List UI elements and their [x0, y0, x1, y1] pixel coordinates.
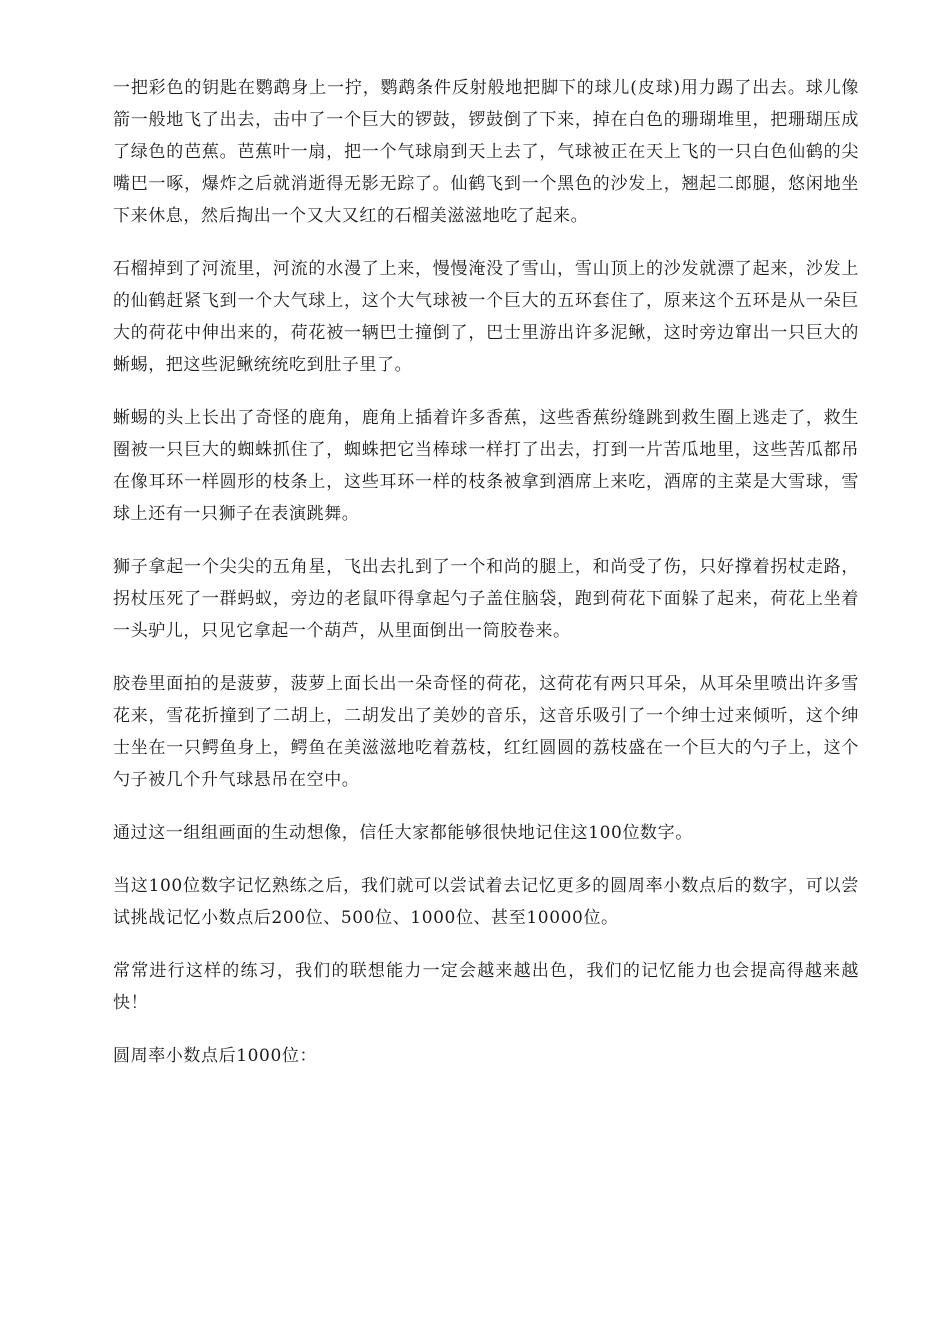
paragraph-2: 石榴掉到了河流里，河流的水漫了上来，慢慢淹没了雪山，雪山顶上的沙发就漂了起来，沙发上的仙鹤赶紧飞到一个大气球上，这个大气球被一个巨大的五环套住了，原来这个五环是从一朵巨大的荷花中伸出来的，荷花被一辆巴士撞倒了，巴士里游出许多泥鳅，这时旁边窜出一只巨大的蜥蜴，把这些泥鳅统统吃到肚子里了。	[113, 259, 859, 375]
paragraph-3: 蜥蜴的头上长出了奇怪的鹿角，鹿角上插着许多香蕉，这些香蕉纷缝跳到救生圈上逃走了，救生圈被一只巨大的蜘蛛抓住了，蜘蛛把它当棒球一样打了出去，打到一片苦瓜地里，这些苦瓜都吊在像耳环一样圆形的枝条上，这些耳环一样的枝条被拿到酒席上来吃，酒席的主菜是大雪球，雪球上还有一只狮子在表演跳舞。	[113, 408, 859, 524]
paragraph-7: 当这100位数字记忆熟练之后，我们就可以尝试着去记忆更多的圆周率小数点后的数字，可以尝试挑战记忆小数点后200位、500位、1000位、甚至10000位。	[113, 876, 859, 928]
document-body	[113, 72, 859, 1093]
paragraph-6: 通过这一组组画面的生动想像，信任大家都能够很快地记住这100位数字。	[113, 823, 693, 843]
paragraph-9: 圆周率小数点后1000位：	[113, 1046, 318, 1066]
paragraph-1: 一把彩色的钥匙在鹦鹉身上一拧，鹦鹉条件反射般地把脚下的球儿(皮球)用力踢了出去。球儿像箭一般地飞了出去，击中了一个巨大的锣鼓，锣鼓倒了下来，掉在白色的珊瑚堆里，把珊瑚压成了绿色的芭蕉。芭蕉叶一扇，把一个气球扇到天上去了，气球被正在天上飞的一只白色仙鹤的尖嘴巴一啄，爆炸之后就消逝得无影无踪了。仙鹤飞到一个黑色的沙发上，翘起二郎腿，悠闲地坐下来休息，然后掏出一个又大又红的石榴美滋滋地吃了起来。	[113, 78, 859, 226]
paragraph-8: 常常进行这样的练习，我们的联想能力一定会越来越出色，我们的记忆能力也会提高得越来越快！	[113, 961, 859, 1013]
paragraph-4: 狮子拿起一个尖尖的五角星，飞出去扎到了一个和尚的腿上，和尚受了伤，只好撑着拐杖走路，拐杖压死了一群蚂蚁，旁边的老鼠吓得拿起勺子盖住脑袋，跑到荷花下面躲了起来，荷花上坐着一头驴儿，只见它拿起一个葫芦，从里面倒出一筒胶卷来。	[113, 557, 859, 641]
paragraph-5: 胶卷里面拍的是菠萝，菠萝上面长出一朵奇怪的荷花，这荷花有两只耳朵，从耳朵里喷出许多雪花来，雪花折撞到了二胡上，二胡发出了美妙的音乐，这音乐吸引了一个绅士过来倾听，这个绅士坐在一只鳄鱼身上，鳄鱼在美滋滋地吃着荔枝，红红圆圆的荔枝盛在一个巨大的勺子上，这个勺子被几个升气球悬吊在空中。	[113, 674, 859, 790]
